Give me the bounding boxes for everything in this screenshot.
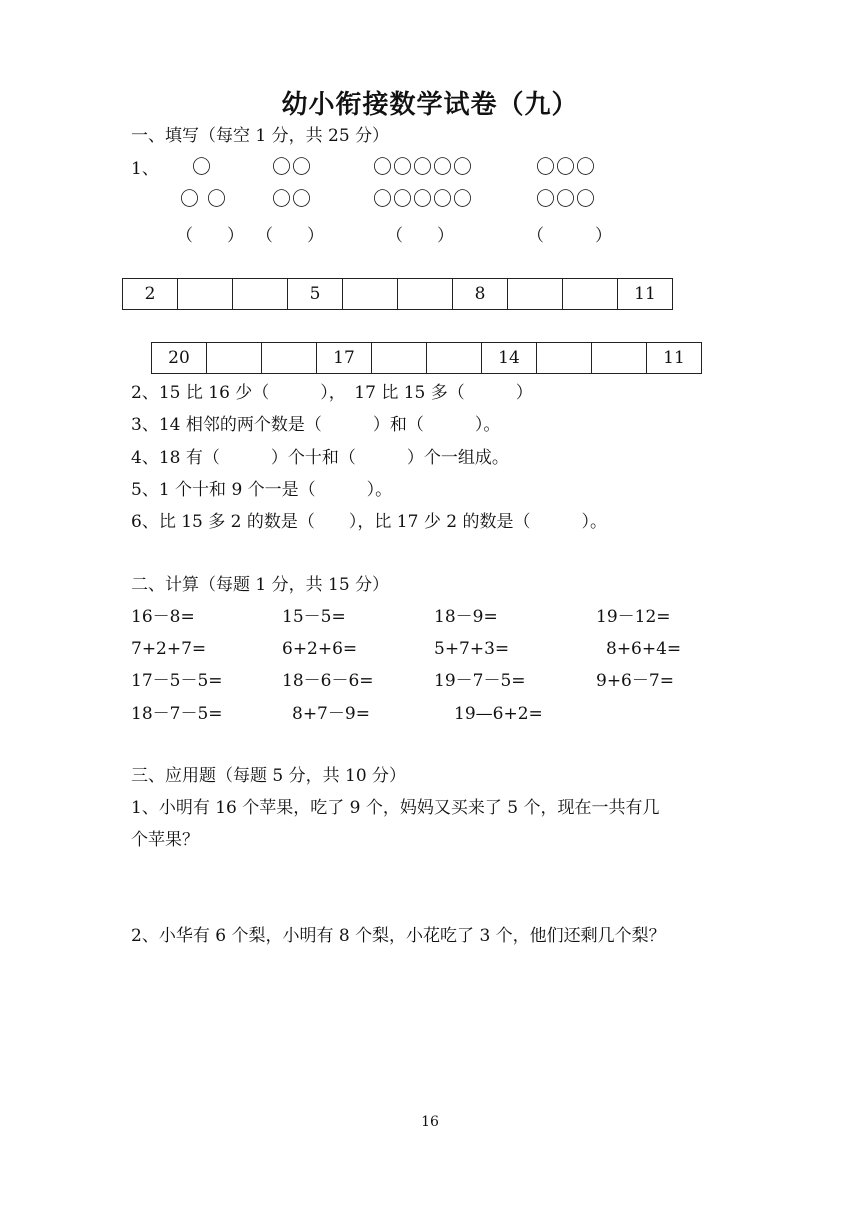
- calc-item: 19—6+2=: [454, 704, 543, 724]
- answer-blank-4[interactable]: （ ）: [527, 226, 612, 246]
- page-number: 16: [421, 1114, 439, 1130]
- calc-item: 17－5－5=: [131, 671, 223, 691]
- circle-group3-row2: 〇〇〇〇〇: [373, 188, 474, 210]
- word-problem-1-line2: 个苹果？: [131, 830, 199, 850]
- calc-item: 6+2+6=: [282, 639, 358, 659]
- grid-cell: 17: [317, 343, 372, 374]
- grid-cell[interactable]: [398, 279, 453, 310]
- circle-group4-row1: 〇〇〇: [536, 156, 597, 178]
- calc-item: 9+6－7=: [596, 671, 674, 691]
- grid-cell[interactable]: [427, 343, 482, 374]
- grid-cell[interactable]: [537, 343, 592, 374]
- calc-item: 15－5=: [282, 607, 346, 627]
- calc-item: 8+6+4=: [606, 639, 682, 659]
- grid-cell[interactable]: [563, 279, 618, 310]
- question-2: 2、15 比 16 少（ ）， 17 比 15 多（ ）: [131, 383, 533, 403]
- grid-cell[interactable]: [372, 343, 427, 374]
- circle-group1-row1: 〇: [192, 156, 213, 178]
- circle-group2-row1: 〇〇: [272, 156, 313, 178]
- grid-cell[interactable]: [207, 343, 262, 374]
- calc-item: 19－7－5=: [434, 671, 526, 691]
- grid-cell: 11: [618, 279, 673, 310]
- grid-cell: 11: [647, 343, 702, 374]
- number-grid-2: [151, 342, 702, 374]
- circle-group1-row2: 〇 〇: [180, 188, 228, 210]
- answer-blank-1[interactable]: （ ）: [176, 226, 244, 246]
- grid-cell: 14: [482, 343, 537, 374]
- grid-cell[interactable]: [592, 343, 647, 374]
- calc-item: 18－7－5=: [131, 704, 223, 724]
- grid-cell[interactable]: [508, 279, 563, 310]
- answer-blank-3[interactable]: （ ）: [386, 226, 454, 246]
- circle-group4-row2: 〇〇〇: [536, 188, 597, 210]
- circle-group3-row1: 〇〇〇〇〇: [373, 156, 474, 178]
- grid-cell: 5: [288, 279, 343, 310]
- grid-cell: 20: [152, 343, 207, 374]
- grid-cell: 8: [453, 279, 508, 310]
- calc-item: 19－12=: [596, 607, 671, 627]
- question-5: 5、1 个十和 9 个一是（ ）。: [131, 480, 393, 500]
- question-4: 4、18 有（ ）个十和（ ）个一组成。: [131, 448, 509, 468]
- grid-cell: 2: [123, 279, 178, 310]
- word-problem-1-line1: 1、小明有 16 个苹果，吃了 9 个，妈妈又买来了 5 个，现在一共有几: [131, 798, 660, 818]
- grid-cell[interactable]: [178, 279, 233, 310]
- question1-label: 1、: [131, 159, 159, 179]
- grid-cell[interactable]: [343, 279, 398, 310]
- number-grid-1: [122, 278, 673, 310]
- grid-cell[interactable]: [262, 343, 317, 374]
- question-6: 6、比 15 多 2 的数是（ ），比 17 少 2 的数是（ ）。: [131, 512, 607, 532]
- calc-item: 18－9=: [434, 607, 498, 627]
- grid-cell[interactable]: [233, 279, 288, 310]
- section1-heading: 一、填写（每空 1 分，共 25 分）: [131, 126, 390, 146]
- question-3: 3、14 相邻的两个数是（ ）和（ ）。: [131, 415, 501, 435]
- calc-item: 8+7－9=: [292, 704, 370, 724]
- section3-heading: 三、应用题（每题 5 分，共 10 分）: [131, 766, 407, 786]
- calc-item: 5+7+3=: [434, 639, 510, 659]
- section2-heading: 二、计算（每题 1 分，共 15 分）: [131, 575, 390, 595]
- calc-item: 16－8=: [131, 607, 195, 627]
- circle-group2-row2: 〇〇: [272, 188, 313, 210]
- calc-item: 18－6－6=: [282, 671, 374, 691]
- answer-blank-2[interactable]: （ ）: [256, 226, 324, 246]
- calc-item: 7+2+7=: [131, 639, 207, 659]
- word-problem-2: 2、小华有 6 个梨，小明有 8 个梨，小花吃了 3 个，他们还剩几个梨？: [131, 926, 666, 946]
- page-title: 幼小衔接数学试卷（九）: [281, 90, 579, 120]
